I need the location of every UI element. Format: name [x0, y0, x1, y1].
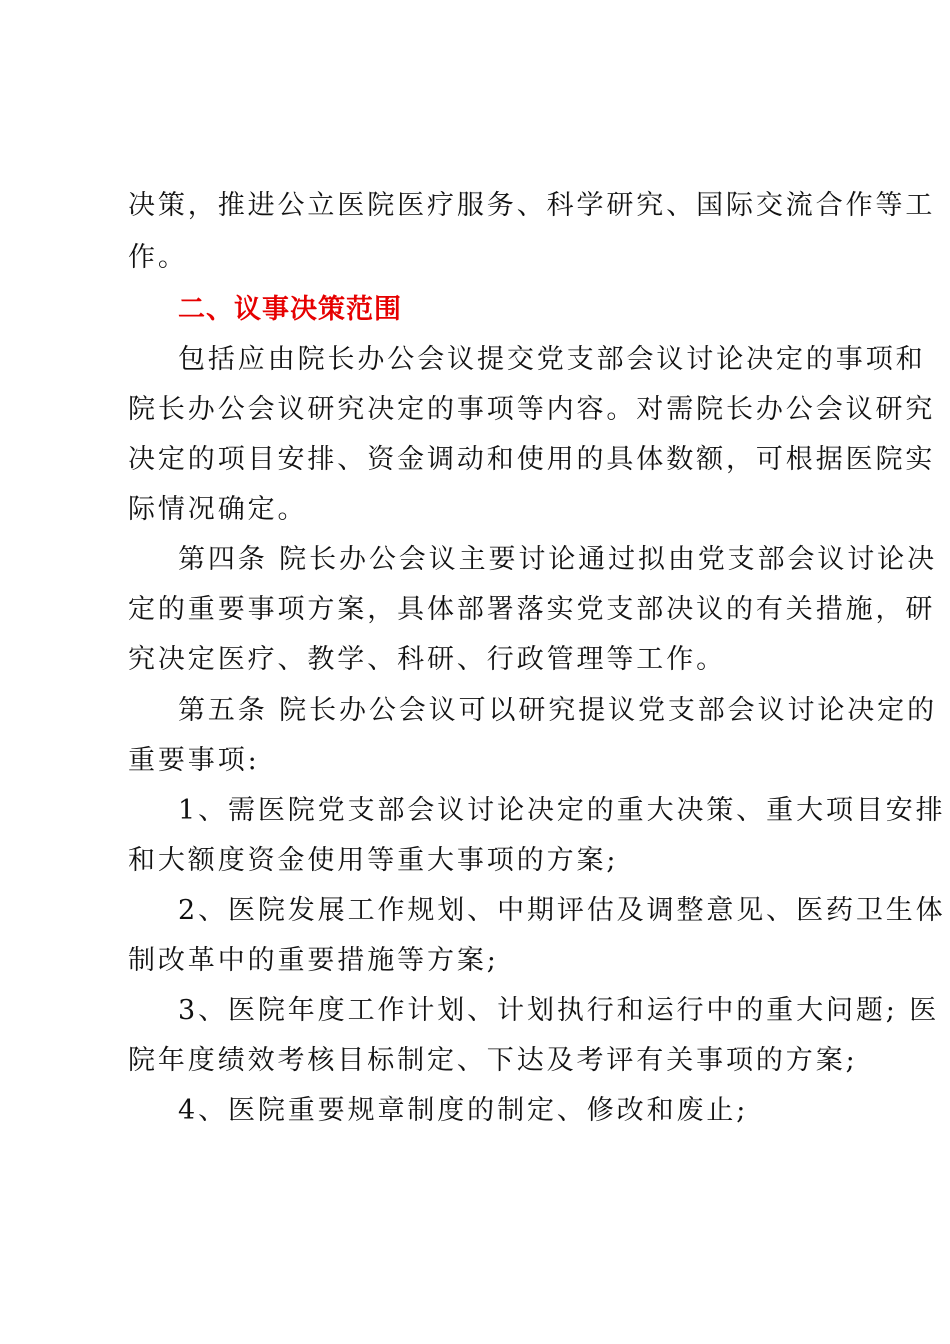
paragraph-line: 究决定医疗、教学、科研、行政管理等工作。: [128, 644, 726, 675]
list-item-line: 2、医院发展工作规划、中期评估及调整意见、医药卫生体: [178, 895, 946, 926]
article-line: 第五条 院长办公会议可以研究提议党支部会议讨论决定的: [178, 695, 937, 726]
paragraph-line: 院长办公会议研究决定的事项等内容。对需院长办公会议研究: [128, 394, 936, 425]
paragraph-line: 包括应由院长办公会议提交党支部会议讨论决定的事项和: [178, 344, 926, 375]
list-item-line: 4、医院重要规章制度的制定、修改和废止;: [178, 1095, 749, 1126]
paragraph-line: 和大额度资金使用等重大事项的方案;: [128, 845, 619, 876]
list-item-line: 3、医院年度工作计划、计划执行和运行中的重大问题; 医: [178, 995, 940, 1026]
list-item-line: 1、需医院党支部会议讨论决定的重大决策、重大项目安排: [178, 795, 946, 826]
paragraph-line: 作。: [128, 242, 188, 273]
paragraph-line: 重要事项:: [128, 745, 260, 776]
paragraph-line: 院年度绩效考核目标制定、下达及考评有关事项的方案;: [128, 1045, 858, 1076]
paragraph-line: 定的重要事项方案，具体部署落实党支部决议的有关措施，研: [128, 594, 936, 625]
article-line: 第四条 院长办公会议主要讨论通过拟由党支部会议讨论决: [178, 544, 937, 575]
paragraph-line: 决策，推进公立医院医疗服务、科学研究、国际交流合作等工: [128, 190, 936, 221]
section-heading: 二、议事决策范围: [178, 294, 402, 325]
paragraph-line: 际情况确定。: [128, 494, 308, 525]
paragraph-line: 决定的项目安排、资金调动和使用的具体数额，可根据医院实: [128, 444, 936, 475]
paragraph-line: 制改革中的重要措施等方案;: [128, 945, 499, 976]
